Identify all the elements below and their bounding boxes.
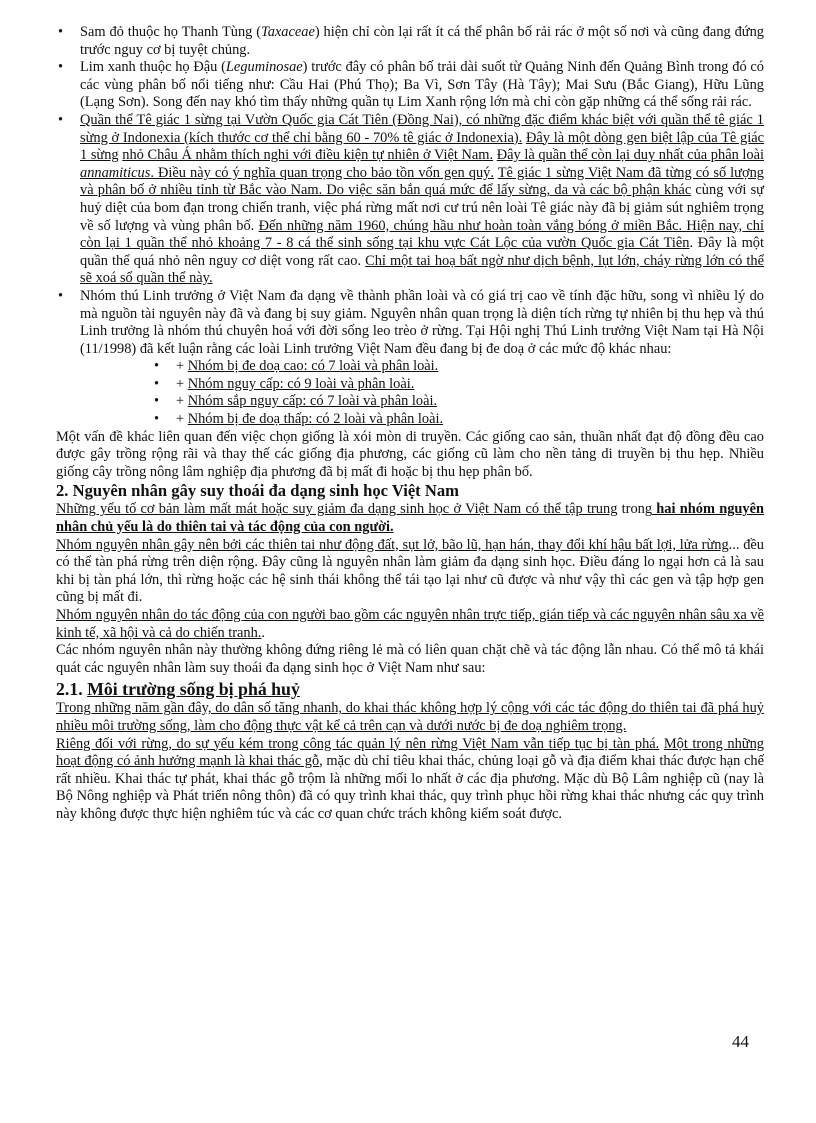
latin-name: Taxaceae: [261, 24, 315, 40]
bullet-lim-xanh: • Lim xanh thuộc họ Đậu (Leguminosae) trước đây có phân bố trải dài suốt từ Quảng Ninh đến Quảng Bình trong đó có các vùng phân bố nổi tiếng như: Cầu Hai (Phú Thọ); Ba Vì, Sơn Tây (Hà Tây); Mai Sưu (Bắc Giang), Hữu Lũng (Lạng Sơn). Song đến nay khó tìm thấy những quần tụ Lim Xanh rộng lớn mà chỉ còn gặp những cá thể sống rải rác.: [56, 59, 764, 112]
paragraph-habitat: Trong những năm gần đây, do dân số tăng nhanh, do khai thác không hợp lý cộng với các tác động do thiên tai đã phá huỷ nhiều môi trường sống, làm cho động thực vật kể cả trên cạn và dưới nước bị đe doạ nghiêm trọng.: [56, 700, 764, 734]
latin-name: Leguminosae: [225, 59, 303, 76]
section-heading-2: 2. Nguyên nhân gây suy thoái đa dạng sinh học Việt Nam: [56, 481, 459, 501]
paragraph-forest: Riêng đối với rừng, do sự yếu kém trong công tác quản lý nên rừng Việt Nam vẫn tiếp tục bị tàn phá. Một trong những hoạt động có ảnh hưởng mạnh là khai thác gỗ, mặc dù chỉ tiêu khai thác, chủng loại gỗ và địa điểm khai thác được hạn chế rất nhiều. Khai thác tự phát, khai thác gỗ trộm là những mối lo nhất ở các địa phương. Mặc dù Bộ Lâm nghiệp cũ (nay là Bộ Nông nghiệp và Phát triển nông thôn) đã có quy trình khai thác, quy trình phục hồi rừng khai thác nhưng các quy trình này không được thực hiện nghiêm túc và các cơ quan chức trách không kiểm soát được.: [56, 735, 764, 822]
paragraph-natural-disasters: Nhóm nguyên nhân gây nên bởi các thiên tai như động đất, sụt lở, bão lũ, hạn hán, thay đổi khí hậu bất lợi, lửa rừng... đều có thể tàn phá rừng trên diện rộng. Đây cũng là nguyên nhân làm giảm đa dạng sinh học. Điều đáng lo ngại hơn cả là sau khi bị tàn phá lớn, thì rừng hoặc các hệ sinh thái không thể tái tạo lại như cũ được và như vậy thì các gen và tập hợp gen cũng bị mất đi.: [56, 536, 765, 606]
page-number: 44: [732, 1032, 749, 1051]
bullet-list: [56, 24, 764, 429]
latin-name: annamiticus: [80, 164, 151, 181]
document-page: [56, 24, 764, 824]
paragraph-genetic-erosion: Một vấn đề khác liên quan đến việc chọn giống là xói mòn di truyền. Các giống cao sản, thuần nhất đạt độ đồng đều cao được gây trồng rộng rãi và thay thế các giống địa phương, các giống cũ làm cho nền tảng di truyền bị thu hẹp. Nhiều giống cây trồng nông lâm nghiệp địa phương đã bị mất đi hoặc bị thu hẹp phân bố.: [56, 428, 764, 480]
bullet-linh-truong: • Nhóm thú Linh trưởng ở Việt Nam đa dạng về thành phần loài và có giá trị cao về tính đặc hữu, song vì nhiều lý do mà nguồn tài nguyên này đã và đang bị suy giảm. Nguyên nhân quan trọng là diện tích rừng tự nhiên bị thu hẹp và thú Linh trưởng là nhóm thú chuyên hoá với đời sống leo trèo ở rừng. Tại Hội nghị Thú Linh trưởng Việt Nam tại Hà Nội (11/1998) đã kết luận rằng các loài Linh trưởng Việt Nam đều đang bị đe doạ ở các mức độ khác nhau: • + Nhóm bị đe doạ cao: có 7 loài và phân loài. • + Nhóm nguy cấp: có 9 loài và phân loài. • + Nhóm sắp nguy cấp: có 7 loài và phân loài. • + Nhóm bị đe doạ thấp: có 2 loài và phân loài.: [56, 288, 764, 429]
bullet-sam-do: • Sam đỏ thuộc họ Thanh Tùng (Taxaceae) hiện chỉ còn lại rất ít cá thể phân bố rải rác ở một số nơi và cũng đang đứng trước nguy cơ bị tuyệt chủng.: [56, 24, 764, 59]
threat-item: • + Nhóm bị đe doạ thấp: có 2 loài và phân loài.: [152, 411, 764, 429]
threat-item: • + Nhóm nguy cấp: có 9 loài và phân loài.: [152, 376, 764, 394]
threat-level-list: [80, 358, 764, 428]
paragraph-summary: Các nhóm nguyên nhân này thường không đứng riêng lẻ mà có liên quan chặt chẽ và tác động lẫn nhau. Có thể mô tả khái quát các nguyên nhân làm suy thoái đa dạng sinh học ở Việt Nam như sau:: [56, 642, 764, 676]
threat-item: • + Nhóm bị đe doạ cao: có 7 loài và phân loài.: [152, 358, 764, 376]
threat-item: • + Nhóm sắp nguy cấp: có 7 loài và phân loài.: [152, 393, 764, 411]
bullet-te-giac: • Quần thể Tê giác 1 sừng tại Vườn Quốc gia Cát Tiên (Đồng Nai), có những đặc điểm khác biệt với quần thể tê giác 1 sừng ở Indonexia (kích thước cơ thể chỉ bằng 60 - 70% tê giác ở Indonexia). Đây là một dòng gen biệt lập của Tê giác 1 sừng nhỏ Châu Á nhằm thích nghi với điều kiện tự nhiên ở Việt Nam. Đây là quần thể còn lại duy nhất của phân loài annamiticus. Điều này có ý nghĩa quan trọng cho bảo tồn vốn gen quý. Tê giác 1 sừng Việt Nam đã từng có số lượng và phân bố ở nhiều tỉnh từ Bắc vào Nam. Do việc săn bắn quá mức để lấy sừng, da và các bộ phận khác cùng với sự huỷ diệt của bom đạn trong chiến tranh, việc phá rừng mất nơi cư trú nên loài Tê giác này đã bị giảm sút nghiêm trọng về số lượng và vùng phân bố. Đến những năm 1960, chúng hầu như hoàn toàn vắng bóng ở miền Bắc. Hiện nay, chỉ còn lại 1 quần thể nhỏ khoảng 7 - 8 cá thể sinh sống tại khu vực Cát Lộc của vườn Quốc gia Cát Tiên. Đây là một quần thể quá nhỏ nên nguy cơ diệt vong rất cao. Chỉ một tai hoạ bất ngờ như dịch bệnh, lụt lớn, cháy rừng lớn có thể sẽ xoá sổ quần thể này.: [56, 112, 764, 288]
section-heading-2-1: 2.1. Môi trường sống bị phá huỷ: [56, 679, 300, 700]
paragraph-causes: Những yếu tố cơ bản làm mất mát hoặc suy giảm đa dạng sinh học ở Việt Nam có thể tập trung trong hai nhóm nguyên nhân chủ yếu là do thiên tai và tác động của con người.: [56, 501, 764, 536]
paragraph-human-impact: Nhóm nguyên nhân do tác động của con người bao gồm các nguyên nhân trực tiếp, gián tiếp và các nguyên nhân sâu xa về kinh tế, xã hội và cả do chiến tranh..: [56, 607, 764, 641]
